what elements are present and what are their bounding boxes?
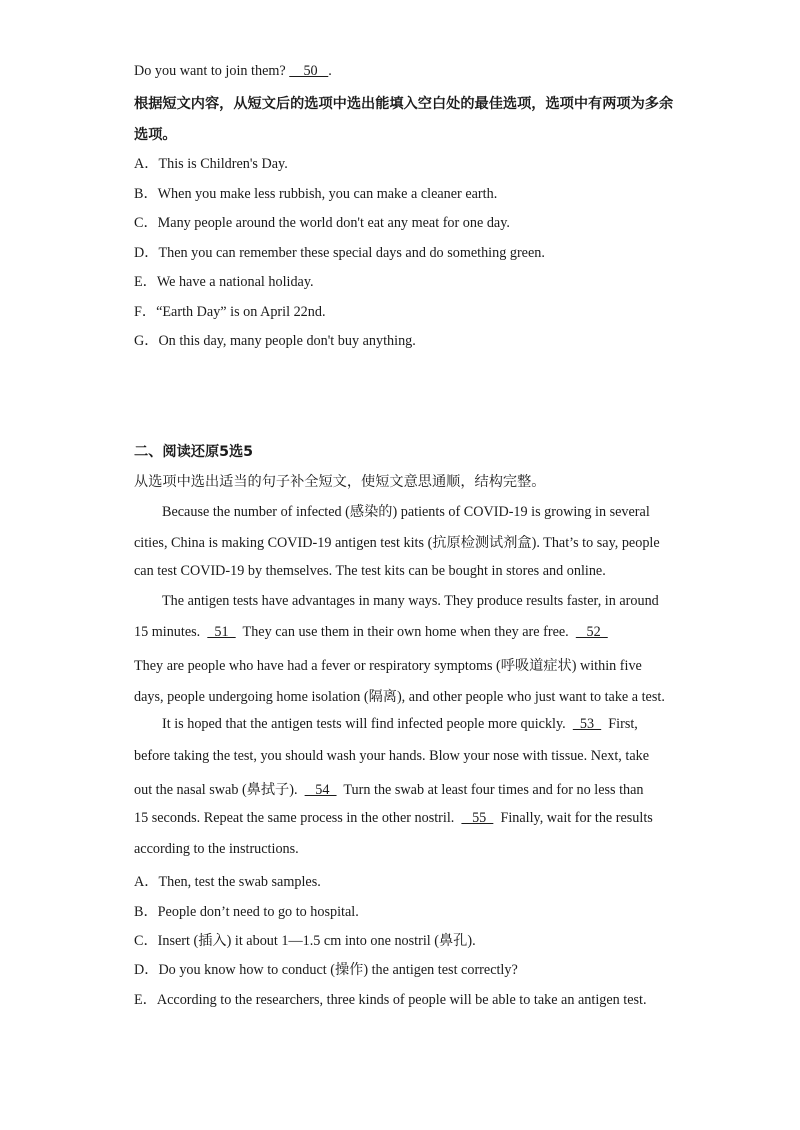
text-segment: 15 seconds. Repeat the same process in the other nostril. (134, 810, 455, 826)
text-segment: Finally, wait for the results (500, 810, 653, 826)
option-letter: B． (134, 904, 158, 920)
option-letter: B． (134, 186, 158, 202)
option-b (134, 901, 359, 921)
paragraph-2-line-4: days, people undergoing home isolation (隔离), and other people who just want to take a test. (134, 689, 665, 705)
question-50-line (134, 63, 332, 80)
blank-55: 55 (461, 810, 494, 826)
option-b (134, 183, 497, 203)
paragraph-2-line-2 (134, 624, 608, 641)
paragraph-1-line-3: can test COVID-19 by themselves. The test kits can be bought in stores and online. (134, 563, 606, 579)
option-text: According to the researchers, three kinds of people will be able to take an antigen test. (156, 992, 647, 1008)
option-text: Then you can remember these special days and do something green. (158, 245, 545, 261)
option-text: “Earth Day” is on April 22nd. (156, 304, 326, 320)
text-segment: 15 minutes. (134, 624, 201, 640)
option-text: We have a national holiday. (156, 274, 314, 290)
option-c (134, 212, 510, 232)
paragraph-2-line-3: They are people who have had a fever or respiratory symptoms (呼吸道症状) within five (134, 658, 642, 674)
text-segment: First, (608, 716, 638, 732)
option-c (134, 930, 476, 950)
option-letter: D． (134, 962, 159, 978)
question-text: Do you want to join them? (134, 63, 286, 79)
paragraph-2-line-1: The antigen tests have advantages in many ways. They produce results faster, in around (162, 593, 659, 609)
option-a (134, 153, 288, 173)
text-segment: out the nasal swab (鼻拭子). (134, 782, 298, 798)
option-a (134, 871, 321, 891)
blank-51: 51 (207, 624, 236, 640)
blank-54: 54 (304, 782, 337, 798)
option-d (134, 242, 545, 262)
option-letter: A． (134, 874, 159, 890)
option-f (134, 301, 326, 321)
option-e (134, 989, 647, 1009)
blank-50: 50 (289, 63, 329, 79)
option-d (134, 959, 518, 979)
option-letter: E． (134, 274, 157, 290)
option-letter: C． (134, 933, 158, 949)
option-letter: E． (134, 992, 157, 1008)
option-g (134, 330, 416, 350)
option-text: This is Children's Day. (158, 156, 288, 172)
option-letter: G． (134, 333, 159, 349)
option-e (134, 271, 314, 291)
text-segment: They can use them in their own home when they are free. (242, 624, 569, 640)
instruction-line-2: 选项。 (134, 127, 177, 143)
instruction-line-1: 根据短文内容，从短文后的选项中选出能填入空白处的最佳选项，选项中有两项为多余 (134, 96, 674, 112)
section-instruction: 从选项中选出适当的句子补全短文，使短文意思通顺，结构完整。 (134, 474, 546, 490)
blank-52: 52 (575, 624, 608, 640)
option-letter: F． (134, 304, 157, 320)
period: . (328, 63, 332, 79)
option-letter: A． (134, 156, 159, 172)
text-segment: Turn the swab at least four times and for no less than (343, 782, 644, 798)
paragraph-3-line-3 (134, 779, 644, 799)
section-heading: 二、阅读还原5选5 (134, 444, 254, 460)
paragraph-3-line-5: according to the instructions. (134, 841, 299, 857)
option-text: Many people around the world don't eat any meat for one day. (157, 215, 510, 231)
paragraph-3-line-1 (162, 716, 638, 733)
option-letter: D． (134, 245, 159, 261)
paragraph-1-line-2: cities, China is making COVID-19 antigen test kits (抗原检测试剂盒). That’s to say, people (134, 535, 660, 551)
option-text: On this day, many people don't buy anything. (158, 333, 416, 349)
paragraph-1-line-1: Because the number of infected (感染的) patients of COVID-19 is growing in several (162, 504, 650, 520)
option-text: Do you know how to conduct (操作) the antigen test correctly? (158, 962, 518, 978)
paragraph-3-line-4 (134, 810, 653, 827)
option-text: When you make less rubbish, you can make a cleaner earth. (157, 186, 498, 202)
option-text: Then, test the swab samples. (158, 874, 321, 890)
paragraph-3-line-2: before taking the test, you should wash your hands. Blow your nose with tissue. Next, take (134, 748, 650, 764)
option-text: Insert (插入) it about 1—1.5 cm into one nostril (鼻孔). (157, 933, 476, 949)
option-letter: C． (134, 215, 158, 231)
blank-53: 53 (572, 716, 602, 732)
option-text: People don’t need to go to hospital. (157, 904, 359, 920)
text-segment: It is hoped that the antigen tests will find infected people more quickly. (162, 716, 566, 732)
